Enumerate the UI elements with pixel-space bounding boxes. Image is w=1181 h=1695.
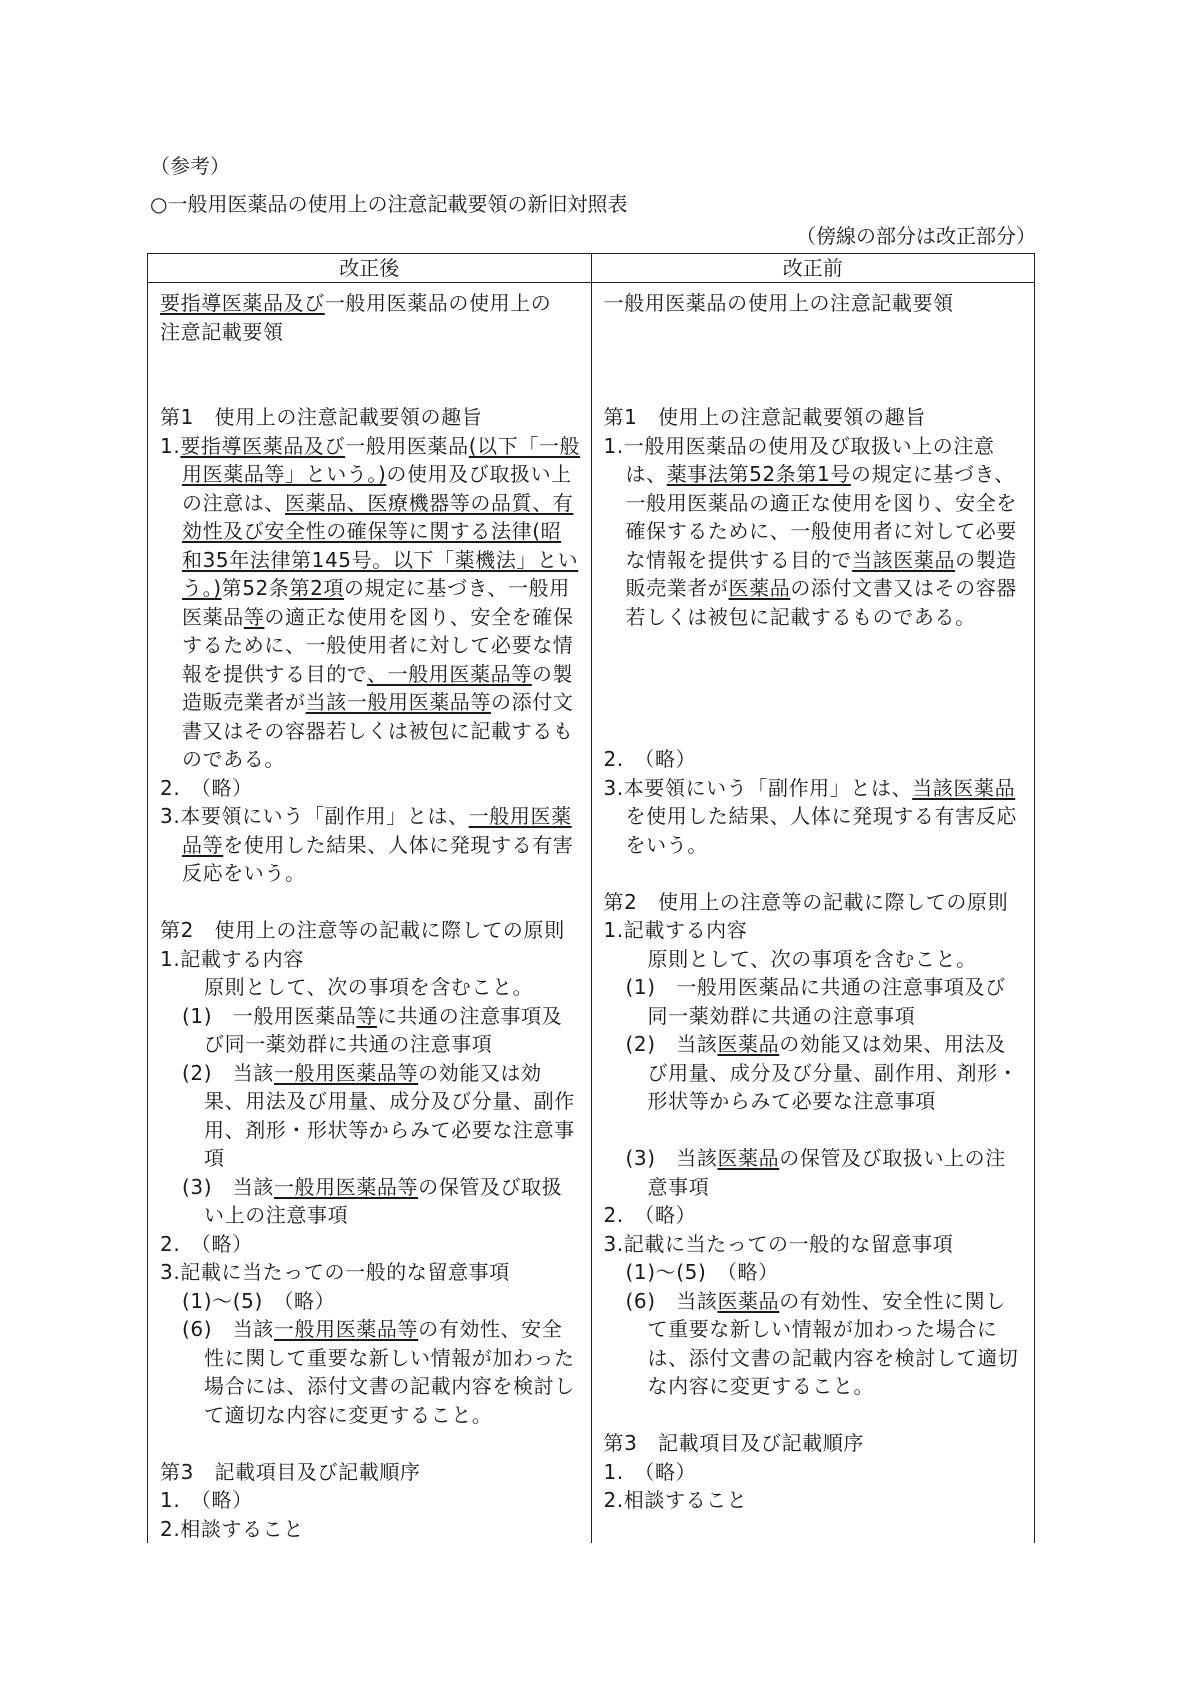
item-1: 1.記載する内容	[160, 946, 304, 971]
paragraph-1	[160, 432, 581, 774]
text: の規定に基づき、一般用医薬品	[182, 576, 570, 629]
text: 1.一般用医薬品の使用及び取扱い上の注意は、	[603, 433, 995, 486]
paragraph-1	[604, 432, 1025, 632]
underlined-text: 第2項	[289, 576, 344, 600]
text: の規定に基づき、一般用医薬品の適正な使用を図り、安全を確保するために、一般使用者に対して必要な情報を提供する目的で	[625, 462, 1017, 572]
text: の製造販売業者が	[625, 547, 1017, 600]
item-1-3	[604, 1144, 1025, 1201]
text: 一般用医薬品の使用上の	[324, 291, 552, 315]
paragraph-3	[160, 802, 581, 888]
item-1-lead: 原則として、次の事項を含むこと。	[647, 946, 977, 971]
underlined-text: 当該医薬品	[852, 547, 956, 572]
underlined-text: 医薬品	[717, 1032, 780, 1056]
text: の効能又は効果、用法及び用量、成分及び分量、副作用、剤形・形状等からみて必要な注意事項	[204, 1060, 575, 1170]
section-1-heading: 第1 使用上の注意記載要領の趣旨	[160, 405, 483, 429]
underlined-text: 要指導医薬品及び	[160, 291, 325, 315]
table-body	[148, 283, 1034, 1543]
item-1-1: (1) 一般用医薬品に共通の注意事項及び同一薬効群に共通の注意事項	[625, 975, 1006, 1028]
underlined-text: (以下「一般用医薬品等」という。)	[182, 433, 581, 486]
item-3-6	[604, 1287, 1025, 1401]
underlined-text: 医薬品	[728, 576, 791, 600]
underlined-text: 当該医薬品	[912, 775, 1016, 800]
item-2: 2. （略）	[160, 1231, 253, 1256]
text: (2) 当該	[182, 1060, 274, 1085]
table-header	[148, 254, 1034, 283]
item-3: 3.記載に当たっての一般的な留意事項	[160, 1260, 510, 1284]
text: 一般用医薬品	[345, 433, 469, 458]
text: の添付文書又はその容器若しくは被包に記載するものである。	[625, 576, 1017, 629]
underlined-text: 、一般用医薬品等	[367, 661, 532, 686]
underlined-text: 要指導医薬品及び	[180, 433, 346, 458]
item-1-1	[160, 1002, 581, 1059]
text: の使用及び取扱い上の注意は、	[182, 462, 572, 515]
underlined-text: 一般用医薬品等	[182, 804, 572, 857]
section-2-heading: 第2 使用上の注意等の記載に際しての原則	[160, 918, 565, 942]
underlined-text: 医薬品	[717, 1288, 780, 1313]
text: (6) 当該	[182, 1317, 274, 1341]
preface-label: （参考）	[150, 154, 230, 178]
item-3-6	[160, 1315, 581, 1429]
text: (3) 当該	[625, 1146, 718, 1170]
text: 第52条	[221, 576, 290, 600]
paragraph-2: 2. （略）	[160, 775, 253, 800]
item-1-2	[604, 1030, 1025, 1116]
item-3-1: (1)～(5) （略）	[625, 1260, 779, 1284]
section-3-heading: 第3 記載項目及び記載順序	[160, 1459, 421, 1484]
text: 注意記載要領	[160, 319, 284, 344]
underlined-text: 一般用医薬品等	[273, 1060, 419, 1085]
underlined-text: 医薬品、医療機器等の品質、有効性及び安全性の確保等に関する法律(昭和35年法律第145号。以下「薬機法」という。)	[182, 490, 579, 600]
item-1-2	[160, 1059, 581, 1173]
text: 3.本要領にいう「副作用」とは、	[603, 775, 913, 800]
column-after-revision	[148, 283, 592, 1543]
comparison-table	[147, 253, 1035, 1543]
text: を使用した結果、人体に発現する有害反応をいう。	[625, 804, 1017, 857]
section-3-item-2: 2.相談すること	[160, 1516, 304, 1541]
text: (1) 一般用医薬品	[182, 1003, 357, 1028]
underlined-text: 一般用医薬品等	[273, 1317, 419, 1341]
underlined-text: 一般用医薬品等	[273, 1174, 419, 1199]
text: の製造販売業者が	[182, 661, 574, 714]
text: の保管及び取扱い上の注意事項	[647, 1146, 1006, 1199]
column-before-revision	[592, 283, 1035, 1543]
text: の効能又は効果、用法及び用量、成分及び分量、副作用、剤形・形状等からみて必要な注意事項	[647, 1032, 1019, 1113]
text: の添付文書又はその容器若しくは被包に記載するものである。	[182, 690, 574, 771]
item-3: 3.記載に当たっての一般的な留意事項	[603, 1231, 954, 1256]
item-1: 1.記載する内容	[603, 918, 748, 942]
underlined-text: 医薬品	[717, 1146, 780, 1170]
text: の有効性、安全性に関して重要な新しい情報が加わった場合には、添付文書の記載内容を検討して適切な内容に変更すること。	[204, 1317, 575, 1427]
text: (6) 当該	[625, 1288, 718, 1313]
text: (2) 当該	[625, 1032, 718, 1056]
item-1-lead: 原則として、次の事項を含むこと。	[204, 975, 534, 999]
section-3-item-1: 1. （略）	[160, 1488, 253, 1512]
text: 3.本要領にいう「副作用」とは、	[160, 804, 469, 828]
header-after-revision: 改正後	[148, 254, 592, 282]
underlined-text: 当該一般用医薬品等	[305, 690, 492, 714]
item-2: 2. （略）	[603, 1203, 697, 1227]
section-3-item-2: 2.相談すること	[603, 1488, 748, 1512]
text: 1.	[160, 433, 181, 458]
old-heading: 一般用医薬品の使用上の注意記載要領	[603, 291, 954, 315]
underlined-text: 等	[243, 604, 265, 629]
text: の適正な使用を図り、安全を確保するために、一般使用者に対して必要な情報を提供する目的で	[182, 604, 574, 686]
section-3-item-1: 1. （略）	[603, 1459, 697, 1484]
text: (3) 当該	[182, 1174, 274, 1199]
section-3-heading: 第3 記載項目及び記載順序	[603, 1431, 865, 1455]
text: の有効性、安全性に関して重要な新しい情報が加わった場合には、添付文書の記載内容を検討して適切な内容に変更すること。	[647, 1288, 1019, 1398]
text: に共通の注意事項及び同一薬効群に共通の注意事項	[204, 1003, 563, 1056]
underline-note: （傍線の部分は改正部分）	[796, 224, 1036, 248]
paragraph-2: 2. （略）	[603, 747, 697, 771]
underlined-text: 等	[356, 1003, 377, 1028]
text: を使用した結果、人体に発現する有害反応をいう。	[182, 832, 574, 885]
document-title: ○一般用医薬品の使用上の注意記載要領の新旧対照表	[150, 192, 628, 216]
text: の保管及び取扱い上の注意事項	[204, 1174, 563, 1227]
section-1-heading: 第1 使用上の注意記載要領の趣旨	[603, 405, 926, 429]
new-heading	[160, 289, 581, 346]
underlined-text: 薬事法第52条第1号	[666, 462, 851, 486]
item-1-3	[160, 1173, 581, 1230]
paragraph-3	[604, 774, 1025, 860]
section-2-heading: 第2 使用上の注意等の記載に際しての原則	[603, 889, 1009, 914]
header-before-revision: 改正前	[782, 256, 843, 280]
item-3-1: (1)～(5) （略）	[182, 1288, 336, 1313]
